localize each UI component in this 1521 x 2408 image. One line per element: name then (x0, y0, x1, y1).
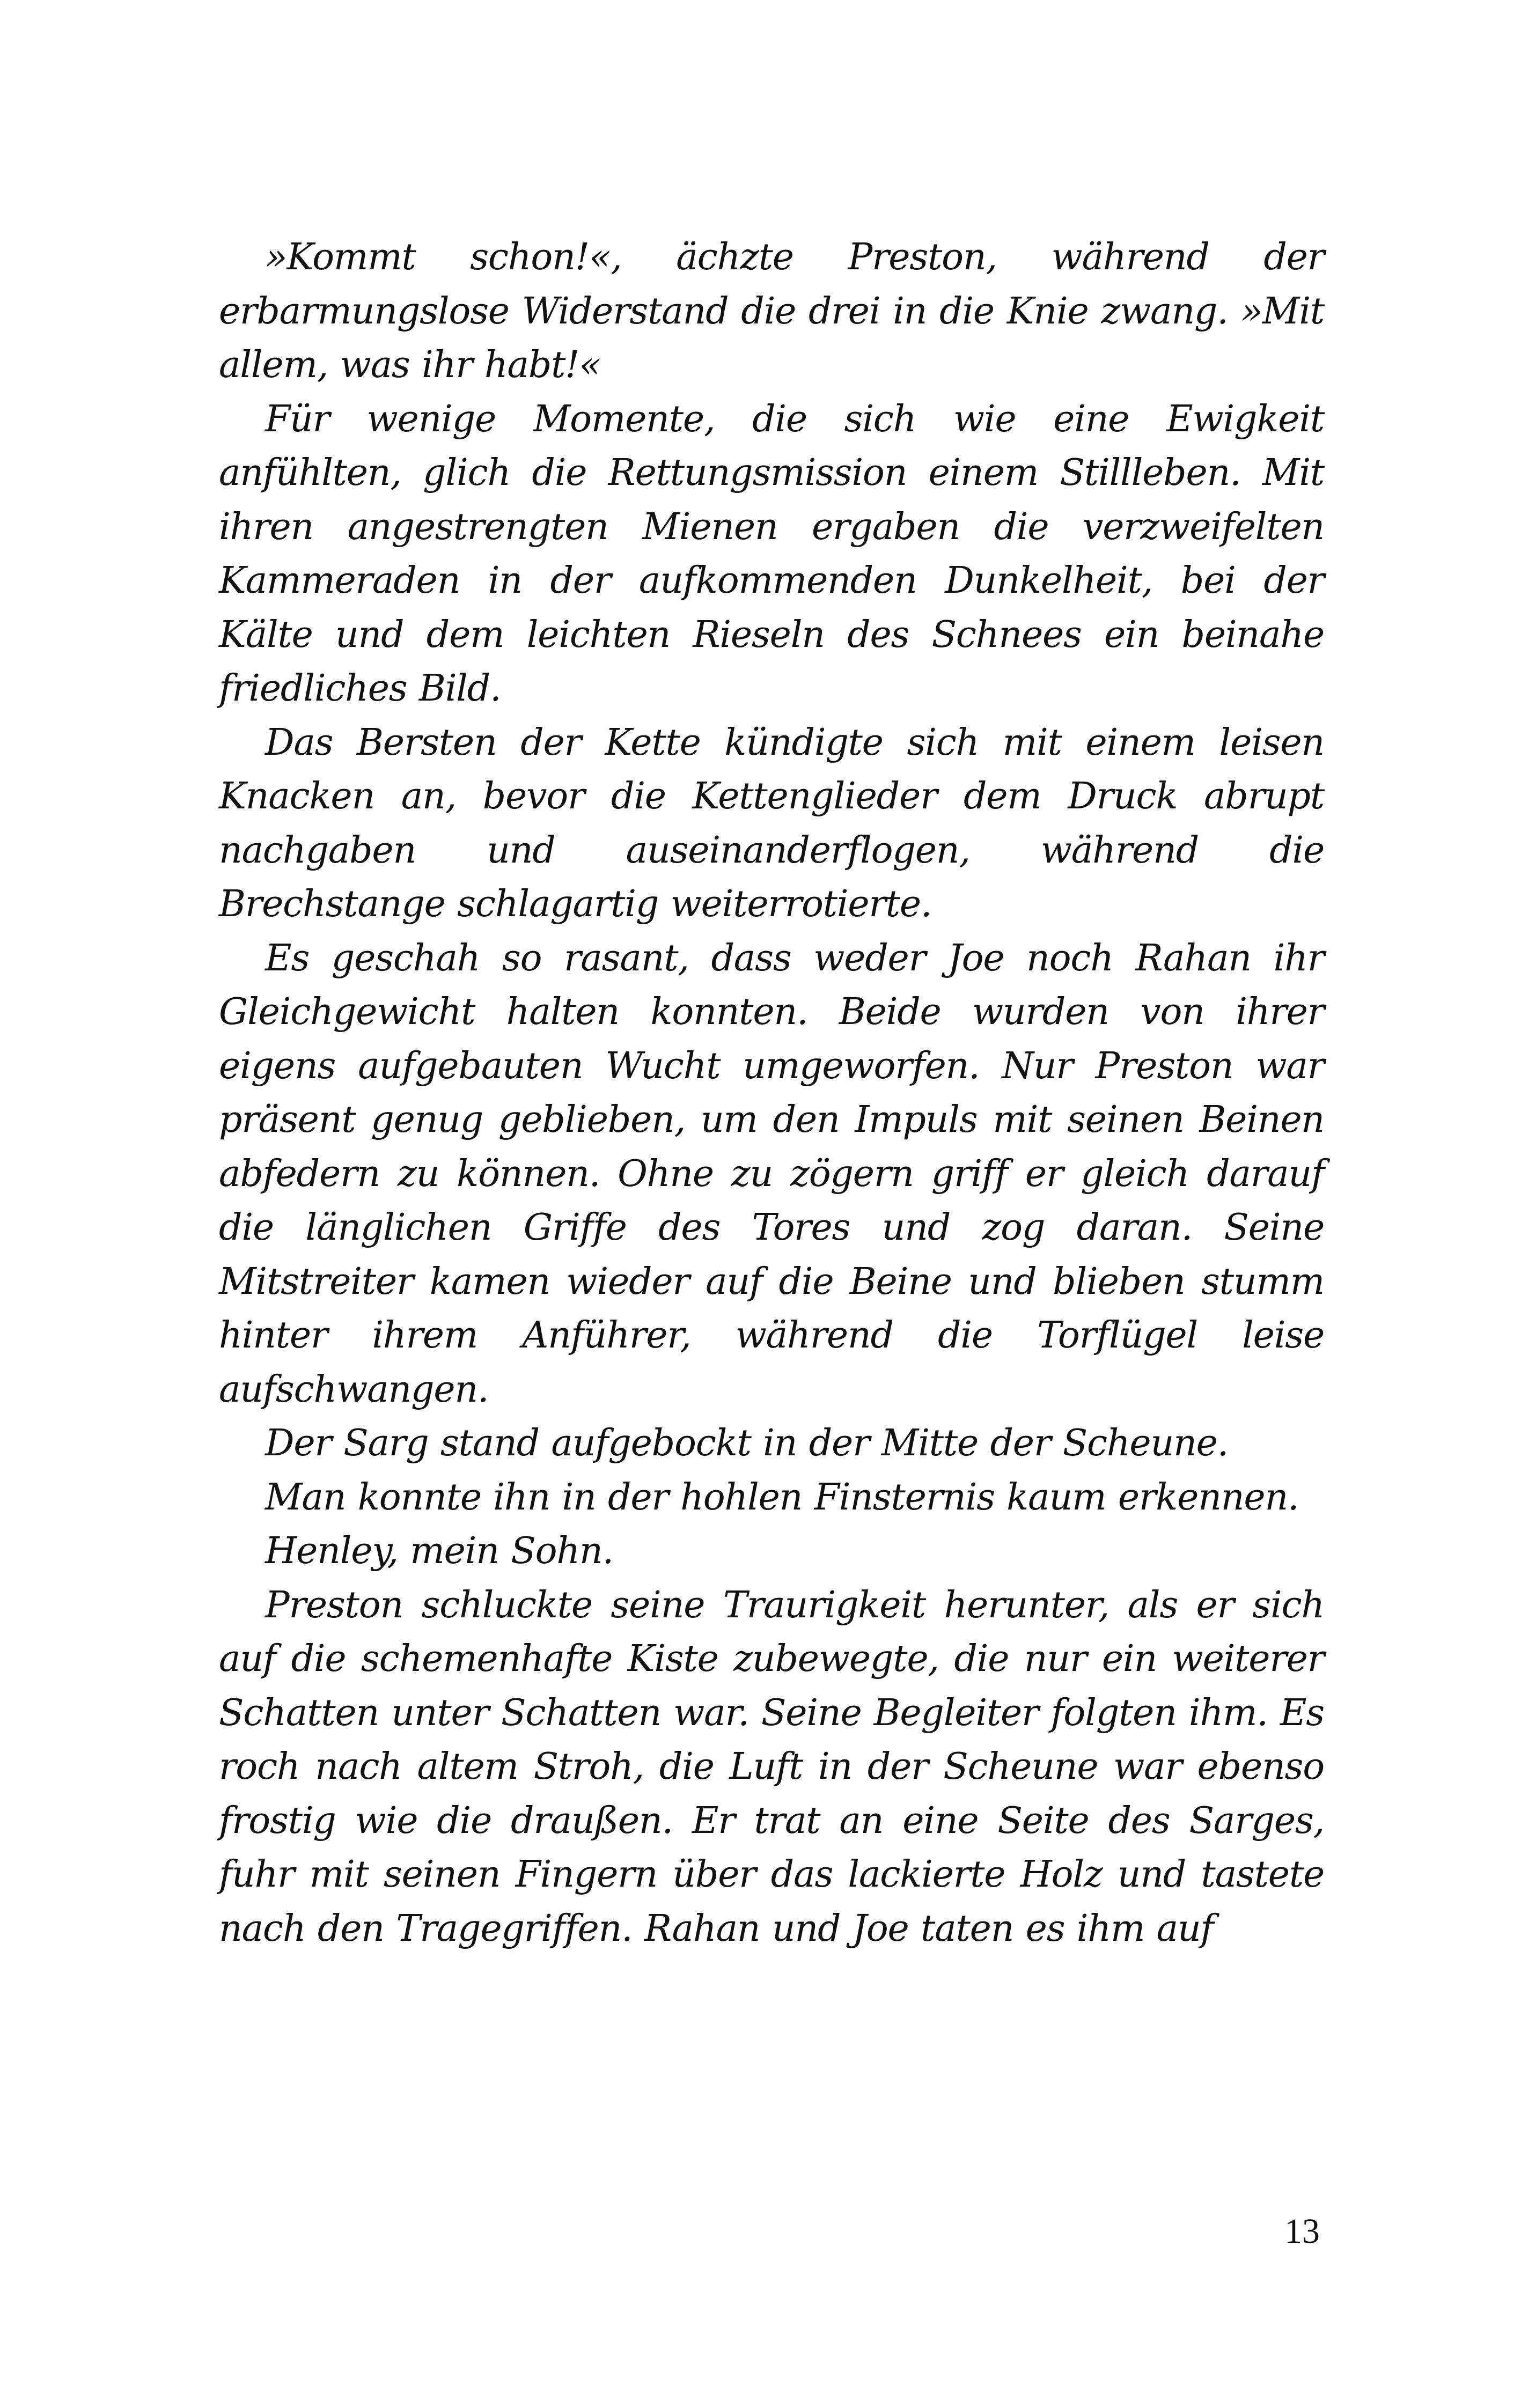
paragraph-1: »Kommt schon!«, ächzte Preston, während der erbarmungslose Widerstand die drei in die Knie zwang. »Mit allem, was ihr habt!« (219, 236, 1324, 386)
paragraph-4: Es geschah so rasant, dass weder Joe noch Rahan ihr Gleichgewicht halten konnten. Beide wurden von ihrer eigens aufgebauten Wucht umgeworfen. Nur Preston war präsent genug geblieben, um den Impuls mit seinen Beinen abfedern zu können. Ohne zu zögern griff er gleich darauf die länglichen Griffe des Tores und zog daran. Seine Mitstreiter kamen wieder auf die Beine und blieben stumm hinter ihrem Anführer, während die Torflügel leise aufschwangen. (219, 937, 1324, 1411)
paragraph-6: Man konnte ihn in der hohlen Finsternis kaum erkennen. (265, 1476, 1299, 1519)
paragraph-8: Preston schluckte seine Traurigkeit herunter, als er sich auf die schemenhafte Kiste zubewegte, die nur ein weiterer Schatten unter Schatten war. Seine Begleiter folgten ihm. Es roch nach altem Stroh, die Luft in der Scheune war ebenso frostig wie die draußen. Er trat an eine Seite des Sarges, fuhr mit seinen Fingern über das lackierte Holz und tastete nach den Tragegriffen. Rahan und Joe taten es ihm auf (219, 1584, 1324, 1950)
paragraph-5: Der Sarg stand aufgebockt in der Mitte der Scheune. (265, 1422, 1229, 1464)
paragraph-3: Das Bersten der Kette kündigte sich mit einem leisen Knacken an, bevor die Kettenglieder dem Druck abrupt nachgaben und auseinanderflogen, während die Brechstange schlagartig weiterrotierte. (219, 721, 1324, 925)
paragraph-7: Henley, mein Sohn. (265, 1530, 613, 1572)
body-text (219, 231, 1324, 1956)
paragraph-2: Für wenige Momente, die sich wie eine Ewigkeit anfühlten, glich die Rettungsmission einem Stillleben. Mit ihren angestrengten Mienen ergaben die verzweifelten Kammeraden in der aufkommenden Dunkelheit, bei der Kälte und dem leichten Rieseln des Schnees ein beinahe friedliches Bild. (219, 397, 1324, 710)
page-number: 13 (1284, 2212, 1320, 2251)
